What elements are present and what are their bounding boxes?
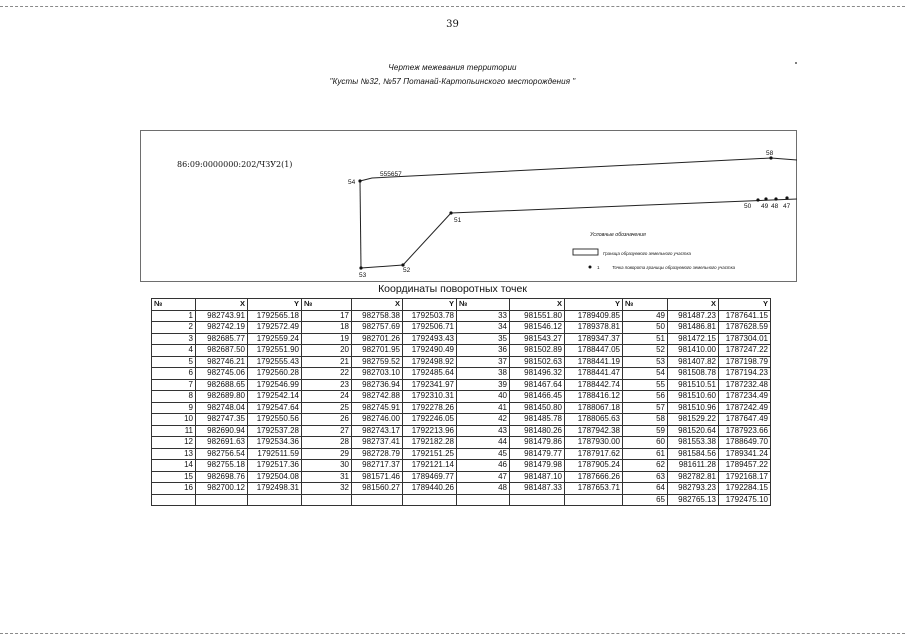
y-value: 1789347.37 [565, 333, 623, 345]
coordinates-table [151, 298, 771, 506]
legend-boundary-swatch [573, 249, 598, 255]
x-value: 982743.91 [196, 310, 248, 322]
x-value: 982745.06 [196, 368, 248, 380]
x-value: 982746.00 [352, 414, 403, 426]
point-number: 44 [457, 437, 510, 449]
x-value: 981520.64 [668, 425, 719, 437]
turning-point-54 [358, 179, 361, 182]
point-number: 52 [623, 345, 668, 357]
point-number [152, 494, 196, 506]
point-number: 46 [457, 460, 510, 472]
y-value: 1792151.25 [403, 448, 457, 460]
legend-boundary-label: Граница образуемого земельного участка [603, 251, 691, 256]
x-value: 982745.91 [352, 402, 403, 414]
y-value: 1788065.63 [565, 414, 623, 426]
point-number: 27 [302, 425, 352, 437]
boundary-diagonal-edge [403, 213, 451, 265]
legend-point-symbol-icon [589, 266, 592, 269]
point-number: 31 [302, 471, 352, 483]
y-value: 1792572.49 [248, 322, 302, 334]
x-value: 981553.38 [668, 437, 719, 449]
x-value: 982690.94 [196, 425, 248, 437]
point-number: 6 [152, 368, 196, 380]
point-number: 64 [623, 483, 668, 495]
x-value: 981571.46 [352, 471, 403, 483]
x-value: 981466.45 [510, 391, 565, 403]
point-number: 17 [302, 310, 352, 322]
point-number: 12 [152, 437, 196, 449]
table-row [152, 402, 771, 414]
table-row [152, 345, 771, 357]
point-number: 54 [623, 368, 668, 380]
point-number [302, 494, 352, 506]
y-value: 1789378.81 [565, 322, 623, 334]
point-number: 7 [152, 379, 196, 391]
drawing-title: Чертеж межевания территории [388, 63, 517, 72]
point-number: 43 [457, 425, 510, 437]
point-number: 60 [623, 437, 668, 449]
y-value: 1792498.31 [248, 483, 302, 495]
y-value: 1787232.48 [719, 379, 771, 391]
point-number: 33 [457, 310, 510, 322]
x-value: 982688.65 [196, 379, 248, 391]
turning-point-48 [774, 197, 777, 200]
point-number: 23 [302, 379, 352, 391]
point-number: 47 [457, 471, 510, 483]
x-value: 982691.63 [196, 437, 248, 449]
y-value: 1787666.26 [565, 471, 623, 483]
x-value: 982698.76 [196, 471, 248, 483]
y-value: 1792278.26 [403, 402, 457, 414]
table-row [152, 414, 771, 426]
y-value: 1792534.36 [248, 437, 302, 449]
y-value: 1792547.64 [248, 402, 302, 414]
point-number: 11 [152, 425, 196, 437]
y-value: 1787942.38 [565, 425, 623, 437]
point-number: 9 [152, 402, 196, 414]
x-value: 982742.88 [352, 391, 403, 403]
point-number: 62 [623, 460, 668, 472]
point-number: 37 [457, 356, 510, 368]
header-y: Y [719, 299, 771, 311]
y-value [565, 494, 623, 506]
x-value: 982757.69 [352, 322, 403, 334]
point-number: 25 [302, 402, 352, 414]
point-number: 8 [152, 391, 196, 403]
y-value: 1792341.97 [403, 379, 457, 391]
point-number [457, 494, 510, 506]
x-value: 981510.96 [668, 402, 719, 414]
y-value: 1792490.49 [403, 345, 457, 357]
point-number: 41 [457, 402, 510, 414]
x-value [510, 494, 565, 506]
y-value: 1787242.49 [719, 402, 771, 414]
point-number: 20 [302, 345, 352, 357]
table-row [152, 368, 771, 380]
header-num: № [152, 299, 196, 311]
header-y: Y [565, 299, 623, 311]
point-number: 2 [152, 322, 196, 334]
header-num: № [623, 299, 668, 311]
table-row [152, 494, 771, 506]
y-value: 1787905.24 [565, 460, 623, 472]
table-row [152, 448, 771, 460]
x-value: 982728.79 [352, 448, 403, 460]
x-value: 982737.41 [352, 437, 403, 449]
x-value: 982748.04 [196, 402, 248, 414]
table-row [152, 356, 771, 368]
x-value: 982717.37 [352, 460, 403, 472]
table-row [152, 483, 771, 495]
coordinates-title: Координаты поворотных точек [378, 283, 527, 295]
x-value: 982747.35 [196, 414, 248, 426]
y-value: 1792168.17 [719, 471, 771, 483]
x-value [352, 494, 403, 506]
point-number: 16 [152, 483, 196, 495]
x-value: 981407.82 [668, 356, 719, 368]
y-value: 1792504.08 [248, 471, 302, 483]
x-value: 981508.78 [668, 368, 719, 380]
point-number: 3 [152, 333, 196, 345]
point-number: 39 [457, 379, 510, 391]
x-value: 982759.52 [352, 356, 403, 368]
y-value: 1788441.19 [565, 356, 623, 368]
y-value: 1787247.22 [719, 345, 771, 357]
point-number: 21 [302, 356, 352, 368]
point-number: 36 [457, 345, 510, 357]
point-label-52: 52 [403, 267, 411, 274]
y-value: 1788442.74 [565, 379, 623, 391]
y-value: 1787917.62 [565, 448, 623, 460]
table-header-row [152, 299, 771, 311]
y-value: 1788447.05 [565, 345, 623, 357]
point-number: 32 [302, 483, 352, 495]
y-value: 1788416.12 [565, 391, 623, 403]
parcel-boundary [360, 158, 797, 268]
y-value: 1792284.15 [719, 483, 771, 495]
y-value: 1787628.59 [719, 322, 771, 334]
header-y: Y [403, 299, 457, 311]
y-value: 1792546.99 [248, 379, 302, 391]
table-row [152, 379, 771, 391]
point-number: 53 [623, 356, 668, 368]
legend-point-number: 1 [597, 265, 600, 270]
y-value: 1792551.90 [248, 345, 302, 357]
x-value: 981450.80 [510, 402, 565, 414]
y-value: 1787194.23 [719, 368, 771, 380]
x-value: 981487.23 [668, 310, 719, 322]
boundary-left-edge [360, 181, 361, 268]
point-number: 13 [152, 448, 196, 460]
x-value: 981410.00 [668, 345, 719, 357]
point-label-47: 47 [783, 203, 791, 210]
turning-point-49 [764, 197, 767, 200]
point-number: 19 [302, 333, 352, 345]
header-num: № [302, 299, 352, 311]
x-value: 981543.27 [510, 333, 565, 345]
point-label-53: 53 [359, 272, 367, 279]
point-number: 49 [623, 310, 668, 322]
point-number: 10 [152, 414, 196, 426]
x-value: 981584.56 [668, 448, 719, 460]
y-value: 1787653.71 [565, 483, 623, 495]
x-value: 981472.15 [668, 333, 719, 345]
y-value: 1792493.43 [403, 333, 457, 345]
point-number: 30 [302, 460, 352, 472]
point-label-58: 58 [766, 150, 774, 157]
x-value: 982756.54 [196, 448, 248, 460]
drawing-subtitle: "Кусты №32, №57 Потанай-Картопьинского месторождения " [329, 77, 576, 86]
x-value: 981487.33 [510, 483, 565, 495]
x-value [196, 494, 248, 506]
parcel-id-label: 86:09:0000000:202/ЧЗУ2(1) [177, 160, 293, 169]
map-legend [573, 232, 736, 270]
x-value: 981529.22 [668, 414, 719, 426]
point-number: 5 [152, 356, 196, 368]
x-value: 981611.28 [668, 460, 719, 472]
turning-point-47 [785, 196, 788, 199]
point-number: 24 [302, 391, 352, 403]
point-number: 45 [457, 448, 510, 460]
x-value: 982687.50 [196, 345, 248, 357]
point-label-48: 48 [771, 203, 779, 210]
x-value: 981479.98 [510, 460, 565, 472]
y-value [248, 494, 302, 506]
point-label-55-57: 555657 [380, 171, 402, 178]
table-row [152, 437, 771, 449]
point-number: 51 [623, 333, 668, 345]
point-number: 65 [623, 494, 668, 506]
turning-point-53 [359, 266, 362, 269]
point-number: 57 [623, 402, 668, 414]
y-value: 1787198.79 [719, 356, 771, 368]
point-number: 59 [623, 425, 668, 437]
point-number: 42 [457, 414, 510, 426]
x-value: 981496.32 [510, 368, 565, 380]
x-value: 982701.26 [352, 333, 403, 345]
header-x: X [352, 299, 403, 311]
y-value: 1792246.05 [403, 414, 457, 426]
x-value: 981502.63 [510, 356, 565, 368]
y-value: 1792511.59 [248, 448, 302, 460]
y-value: 1792503.78 [403, 310, 457, 322]
point-label-51: 51 [454, 217, 462, 224]
y-value: 1789409.85 [565, 310, 623, 322]
point-number: 14 [152, 460, 196, 472]
point-number: 50 [623, 322, 668, 334]
x-value: 981486.81 [668, 322, 719, 334]
y-value: 1792560.28 [248, 368, 302, 380]
table-row [152, 310, 771, 322]
point-label-50: 50 [744, 203, 752, 210]
header-x: X [196, 299, 248, 311]
y-value: 1789469.77 [403, 471, 457, 483]
y-value: 1788649.70 [719, 437, 771, 449]
header-y: Y [248, 299, 302, 311]
turning-points [358, 156, 788, 269]
y-value: 1792485.64 [403, 368, 457, 380]
y-value: 1792506.71 [403, 322, 457, 334]
point-number: 15 [152, 471, 196, 483]
table-row [152, 322, 771, 334]
point-number: 40 [457, 391, 510, 403]
x-value: 981485.78 [510, 414, 565, 426]
y-value: 1789440.26 [403, 483, 457, 495]
x-value: 982765.13 [668, 494, 719, 506]
point-number: 35 [457, 333, 510, 345]
table-row [152, 471, 771, 483]
y-value: 1792537.28 [248, 425, 302, 437]
boundary-bottom-edge [361, 265, 403, 268]
point-number: 55 [623, 379, 668, 391]
y-value: 1789457.22 [719, 460, 771, 472]
point-label-49: 49 [761, 203, 769, 210]
x-value: 982703.10 [352, 368, 403, 380]
y-value: 1787304.01 [719, 333, 771, 345]
legend-title: Условные обозначения [590, 232, 646, 238]
x-value: 981546.12 [510, 322, 565, 334]
x-value: 982736.94 [352, 379, 403, 391]
x-value: 982743.17 [352, 425, 403, 437]
y-value: 1792555.43 [248, 356, 302, 368]
x-value: 981560.27 [352, 483, 403, 495]
header-x: X [510, 299, 565, 311]
y-value: 1792182.28 [403, 437, 457, 449]
point-number: 28 [302, 437, 352, 449]
y-value: 1792517.36 [248, 460, 302, 472]
table-row [152, 391, 771, 403]
table-row [152, 425, 771, 437]
y-value: 1792213.96 [403, 425, 457, 437]
x-value: 981487.10 [510, 471, 565, 483]
x-value: 982782.81 [668, 471, 719, 483]
point-number: 22 [302, 368, 352, 380]
legend-point-label: Точка поворота границы образуемого земельного участка [612, 265, 736, 270]
turning-point-51 [449, 211, 452, 214]
turning-point-50 [756, 198, 759, 201]
y-value: 1788067.18 [565, 402, 623, 414]
x-value: 982793.23 [668, 483, 719, 495]
y-value: 1787923.66 [719, 425, 771, 437]
header-x: X [668, 299, 719, 311]
point-number: 34 [457, 322, 510, 334]
point-number: 4 [152, 345, 196, 357]
y-value: 1787234.49 [719, 391, 771, 403]
point-number: 48 [457, 483, 510, 495]
x-value: 981510.51 [668, 379, 719, 391]
y-value: 1792121.14 [403, 460, 457, 472]
point-number: 63 [623, 471, 668, 483]
x-value: 982685.77 [196, 333, 248, 345]
header-num: № [457, 299, 510, 311]
point-number: 18 [302, 322, 352, 334]
y-value: 1789341.24 [719, 448, 771, 460]
x-value: 981479.86 [510, 437, 565, 449]
table-row [152, 333, 771, 345]
y-value: 1792565.18 [248, 310, 302, 322]
page-number: 39 [446, 19, 459, 30]
point-number: 38 [457, 368, 510, 380]
x-value: 981467.64 [510, 379, 565, 391]
y-value: 1792310.31 [403, 391, 457, 403]
table-row [152, 460, 771, 472]
x-value: 982746.21 [196, 356, 248, 368]
point-number: 61 [623, 448, 668, 460]
x-value: 981480.26 [510, 425, 565, 437]
y-value: 1792542.14 [248, 391, 302, 403]
x-value: 982755.18 [196, 460, 248, 472]
boundary-upper-line [360, 158, 797, 181]
x-value: 982700.12 [196, 483, 248, 495]
table-body [152, 310, 771, 506]
x-value: 982701.95 [352, 345, 403, 357]
point-number: 26 [302, 414, 352, 426]
y-value: 1792550.56 [248, 414, 302, 426]
x-value: 981551.80 [510, 310, 565, 322]
x-value: 981479.77 [510, 448, 565, 460]
x-value: 982742.19 [196, 322, 248, 334]
point-label-54: 54 [348, 179, 356, 186]
y-value [403, 494, 457, 506]
y-value: 1788441.47 [565, 368, 623, 380]
y-value: 1787641.15 [719, 310, 771, 322]
point-number: 29 [302, 448, 352, 460]
y-value: 1787647.49 [719, 414, 771, 426]
point-number: 56 [623, 391, 668, 403]
point-number: 1 [152, 310, 196, 322]
x-value: 982689.80 [196, 391, 248, 403]
x-value: 981510.60 [668, 391, 719, 403]
x-value: 982758.38 [352, 310, 403, 322]
x-value: 981502.89 [510, 345, 565, 357]
y-value: 1792498.92 [403, 356, 457, 368]
point-number: 58 [623, 414, 668, 426]
y-value: 1792559.24 [248, 333, 302, 345]
y-value: 1787930.00 [565, 437, 623, 449]
y-value: 1792475.10 [719, 494, 771, 506]
